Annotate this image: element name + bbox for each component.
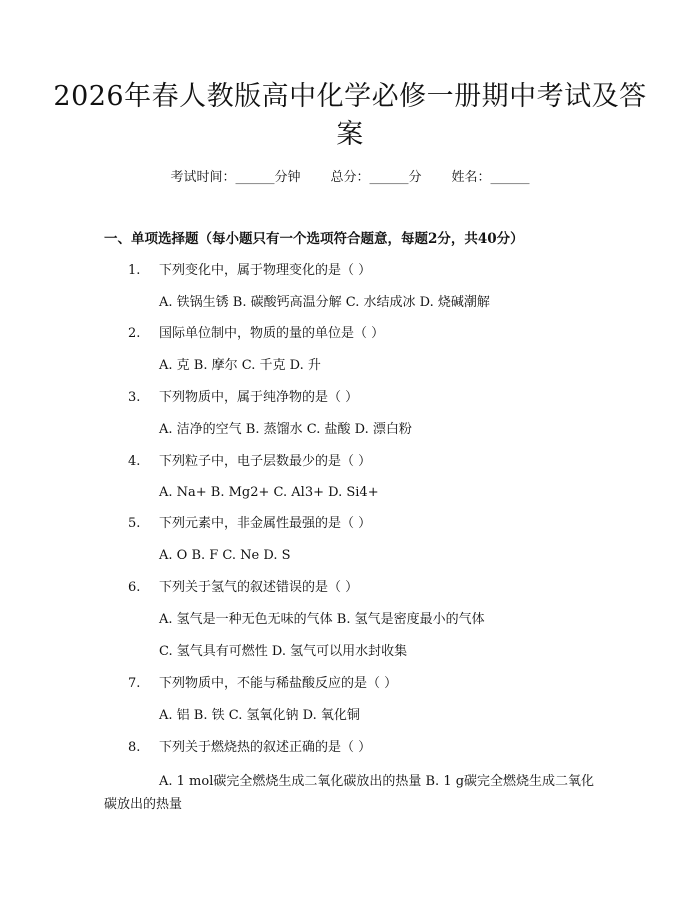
question-number: 5. [128, 516, 141, 531]
question-text: 下列元素中，非金属性最强的是（ ） [159, 516, 372, 531]
question-text: 下列关于氢气的叙述错误的是（ ） [159, 580, 359, 595]
question-number: 8. [128, 740, 141, 755]
exam-info-line [0, 168, 700, 188]
total-score-field: 总分：______分 [330, 170, 422, 185]
question-options: A. 氢气是一种无色无味的气体 B. 氢气是密度最小的气体 [159, 612, 485, 627]
question-text: 下列物质中，不能与稀盐酸反应的是（ ） [159, 676, 398, 691]
question-number: 4. [128, 454, 141, 469]
name-field: 姓名：______ [451, 170, 530, 185]
question-number: 1. [128, 263, 141, 278]
question-options: A. 1 mol碳完全燃烧生成二氧化碳放出的热量 B. 1 g碳完全燃烧生成二氧化碳放出的热量 [104, 774, 595, 812]
question-options: A. 铁锅生锈 B. 碳酸钙高温分解 C. 水结成冰 D. 烧碱潮解 [159, 295, 490, 310]
question-text: 下列粒子中，电子层数最少的是（ ） [159, 454, 372, 469]
section-heading: 一、单项选择题（每小题只有一个选项符合题意，每题2分，共40分） [104, 231, 524, 247]
question-options: A. 洁净的空气 B. 蒸馏水 C. 盐酸 D. 漂白粉 [159, 422, 412, 437]
question-text: 下列物质中，属于纯净物的是（ ） [159, 390, 359, 405]
question-number: 6. [128, 580, 141, 595]
exam-time-field: 考试时间：______分钟 [170, 170, 301, 185]
question-text: 下列关于燃烧热的叙述正确的是（ ） [159, 740, 372, 755]
question-number: 2. [128, 326, 141, 341]
question-options: A. 克 B. 摩尔 C. 千克 D. 升 [159, 358, 321, 373]
question-number: 7. [128, 676, 141, 691]
question-text: 下列变化中，属于物理变化的是（ ） [159, 263, 372, 278]
question-text: 国际单位制中，物质的量的单位是（ ） [159, 326, 385, 341]
question-options: A. O B. F C. Ne D. S [159, 548, 291, 563]
question-options: A. 铝 B. 铁 C. 氢氧化钠 D. 氧化铜 [159, 708, 360, 723]
question-options: C. 氢气具有可燃性 D. 氢气可以用水封收集 [159, 644, 408, 659]
question-options: A. Na+ B. Mg2+ C. Al3+ D. Si4+ [159, 485, 379, 500]
page-title: 2026年春人教版高中化学必修一册期中考试及答案 [53, 81, 647, 150]
question-number: 3. [128, 390, 141, 405]
